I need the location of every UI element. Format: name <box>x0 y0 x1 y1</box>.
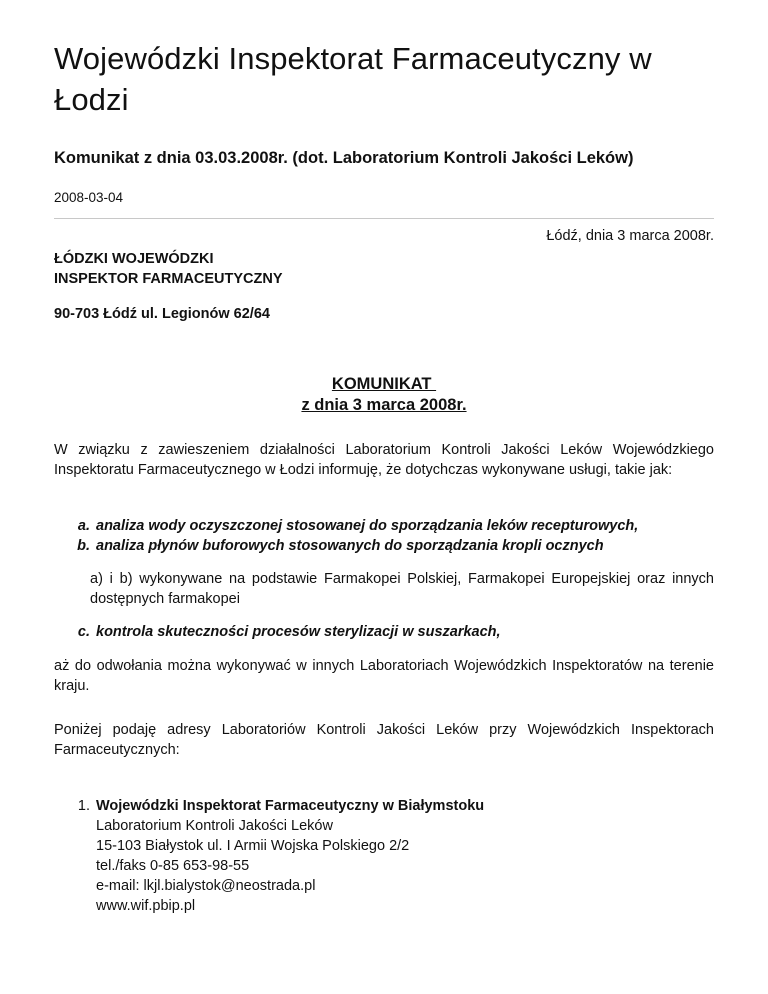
services-list-extra <box>54 622 714 642</box>
list-item-text: kontrola skuteczności procesów sterylizacji w suszarkach, <box>96 624 501 640</box>
lab-name: Wojewódzki Inspektorat Farmaceutyczny w Białymstoku <box>96 798 485 814</box>
letter-heading <box>54 374 714 416</box>
place-date: Łódź, dnia 3 marca 2008r. <box>546 228 714 244</box>
lab-street: 15-103 Białystok ul. I Armii Wojska Polskiego 2/2 <box>96 838 410 854</box>
list-marker: b. <box>77 538 90 554</box>
lab-phone: tel./faks 0-85 653-98-55 <box>96 858 250 874</box>
lab-details <box>96 796 484 916</box>
after-services-paragraph: aż do odwołania można wykonywać w innych Laboratoriach Wojewódzkich Inspektoratów na terenie kraju. <box>54 658 714 694</box>
letter-body <box>54 227 714 916</box>
services-list <box>54 516 714 556</box>
list-item <box>54 536 714 556</box>
list-item-text: analiza płynów buforowych stosowanych do sporządzania kropli ocznych <box>96 538 604 554</box>
list-item <box>54 516 714 536</box>
site-title: Wojewódzki Inspektorat Farmaceutyczny w Łodzi <box>54 41 652 117</box>
intro-paragraph: W związku z zawieszeniem działalności Laboratorium Kontroli Jakości Leków Wojewódzkiego Inspektoratu Farmaceutycznego w Łodzi informuję, że dotychczas wykonywane usługi, takie jak: <box>54 442 714 478</box>
sender-line: INSPEKTOR FARMACEUTYCZNY <box>54 271 283 287</box>
lab-unit: Laboratorium Kontroli Jakości Leków <box>96 818 333 834</box>
list-marker: a. <box>77 518 90 534</box>
post-title: Komunikat z dnia 03.03.2008r. (dot. Laboratorium Kontroli Jakości Leków) <box>54 149 634 167</box>
divider <box>54 218 714 219</box>
sender-block <box>54 249 714 289</box>
list-item-text: analiza wody oczyszczonej stosowanej do sporządzania leków recepturowych, <box>96 518 639 534</box>
post-date: 2008-03-04 <box>54 190 124 205</box>
list-item <box>54 622 714 642</box>
labs-list <box>54 796 714 916</box>
list-marker: c. <box>77 624 90 640</box>
lab-email: e-mail: lkjl.bialystok@neostrada.pl <box>96 878 316 894</box>
lab-website: www.wif.pbip.pl <box>96 898 196 914</box>
list-marker: 1. <box>77 798 90 814</box>
list-item <box>54 796 714 916</box>
sender-line: ŁÓDZKI WOJEWÓDZKI <box>54 251 214 267</box>
services-note: a) i b) wykonywane na podstawie Farmakopei Polskiej, Farmakopei Europejskiej oraz innych dostępnych farmakopei <box>90 571 714 607</box>
heading-date: z dnia 3 marca 2008r. <box>301 396 467 414</box>
heading-title: KOMUNIKAT <box>331 375 437 393</box>
addresses-intro-paragraph: Poniżej podaję adresy Laboratoriów Kontroli Jakości Leków przy Wojewódzkich Inspektorach Farmaceutycznych: <box>54 722 714 758</box>
sender-address: 90-703 Łódź ul. Legionów 62/64 <box>54 306 270 322</box>
